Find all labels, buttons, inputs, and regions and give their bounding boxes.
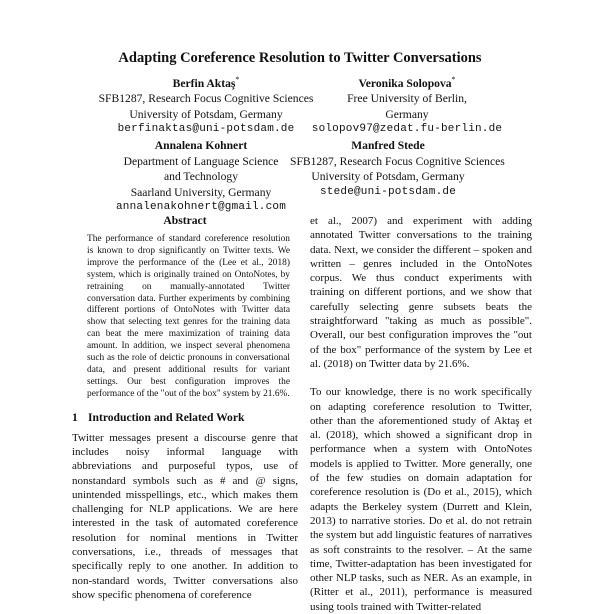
section-body-text: Twitter messages present a discourse genre that includes noisy informal language with abbreviations and purposeful typos, use of nonstandard symbols such as # and @ signs, unintended misspellings, etc., which makes them challenging for NLP applications. We are here interested in the task of automated coreference resolution for nominal mentions in Twitter conversations, i.e., threads of messages that specifically reply to one another. In addition to non-standard words, Twitter conversations also show specific phenomena of coreference bbox=[72, 431, 298, 601]
author-affiliation: Germany bbox=[385, 107, 429, 121]
author-name: Veronika Solopova* bbox=[358, 75, 456, 90]
section-number: 1 bbox=[72, 410, 78, 424]
abstract-text: The performance of standard coreference resolution is known to drop significantly on Twitter texts. We improve the performance of the (Lee et al., 2018) system, which is originally trained on OntoNotes, by retraining on manually-annotated Twitter conversation data. Further experiments by combining different portions of OntoNotes with Twitter data show that selecting text genres for the training data can beat the mere maximization of training data amount. In addition, we inspect several phenomena such as the role of deictic pronouns in conversational data, and present additional results for variant settings. Our best configuration improves the performance of the "out of the box" system by 21.6%. bbox=[87, 234, 290, 399]
author-name: Berfin Aktaş* bbox=[172, 75, 240, 90]
author-email[interactable]: stede@uni-potsdam.de bbox=[319, 185, 457, 198]
author-block-2 bbox=[300, 72, 514, 138]
author-block-1 bbox=[96, 72, 316, 138]
author-affiliation: Saarland University, Germany bbox=[130, 185, 272, 199]
author-email[interactable]: berfinaktas@uni-potsdam.de bbox=[117, 123, 295, 136]
paper-title: Adapting Coreference Resolution to Twitter Conversations bbox=[118, 50, 482, 66]
author-affiliation: SFB1287, Research Focus Cognitive Sciences bbox=[98, 92, 314, 106]
author-affiliation: Department of Language Science bbox=[123, 154, 279, 168]
author-affiliation: Free University of Berlin, bbox=[347, 92, 467, 106]
right-column bbox=[310, 214, 532, 613]
right-paragraph-1: et al., 2007) and experiment with adding annotated Twitter conversations to the training data. Next, we consider the different – spoken and written – genres included in the OntoNotes corpus. We thus conduct experiments with training on different portions, and we show that carefully selecting genre subsets beats the straightforward "taking as much as possible". Overall, our best configuration improves the "out of the box" performance of the system by Lee et al. (2018) on Twitter data by 21.6%. bbox=[310, 215, 532, 370]
section-title: Introduction and Related Work bbox=[88, 410, 245, 424]
author-name: Manfred Stede bbox=[351, 139, 425, 152]
author-name: Annalena Kohnert bbox=[154, 139, 248, 152]
abstract-heading: Abstract bbox=[163, 214, 207, 227]
author-affiliation: University of Potsdam, Germany bbox=[129, 107, 283, 121]
author-email[interactable]: annalenakohnert@gmail.com bbox=[115, 201, 287, 213]
author-affiliation: and Technology bbox=[164, 170, 238, 183]
author-affiliation: University of Potsdam, Germany bbox=[311, 170, 465, 183]
left-column bbox=[72, 214, 298, 600]
author-affiliation: SFB1287, Research Focus Cognitive Sciences bbox=[290, 154, 505, 168]
right-paragraph-2: To our knowledge, there is no work specifically on adapting coreference resolution to Twitter, other than the aforementioned study of Aktaş et al. (2018), which showed a significant drop in performance when a system with OntoNotes models is applied to Twitter. More generally, one of the few studies on domain adaptation for coreference resolution is (Do et al., 2015), which adapts the Berkeley system (Durrett and Klein, 2013) to narrative stories. Do et al. do not retrain the system but add linguistic features of narratives as soft constraints to the resolver. – At the same time, Twitter-adaptation has been investigated for other NLP tasks, such as NER. As an example, in (Ritter et al., 2011), performance is measured using tools trained with Twitter-related bbox=[310, 386, 532, 613]
author-block-3 bbox=[106, 138, 296, 216]
author-email[interactable]: solopov97@zedat.fu-berlin.de bbox=[311, 123, 503, 136]
author-block-4 bbox=[290, 138, 505, 200]
section-heading bbox=[72, 411, 298, 425]
